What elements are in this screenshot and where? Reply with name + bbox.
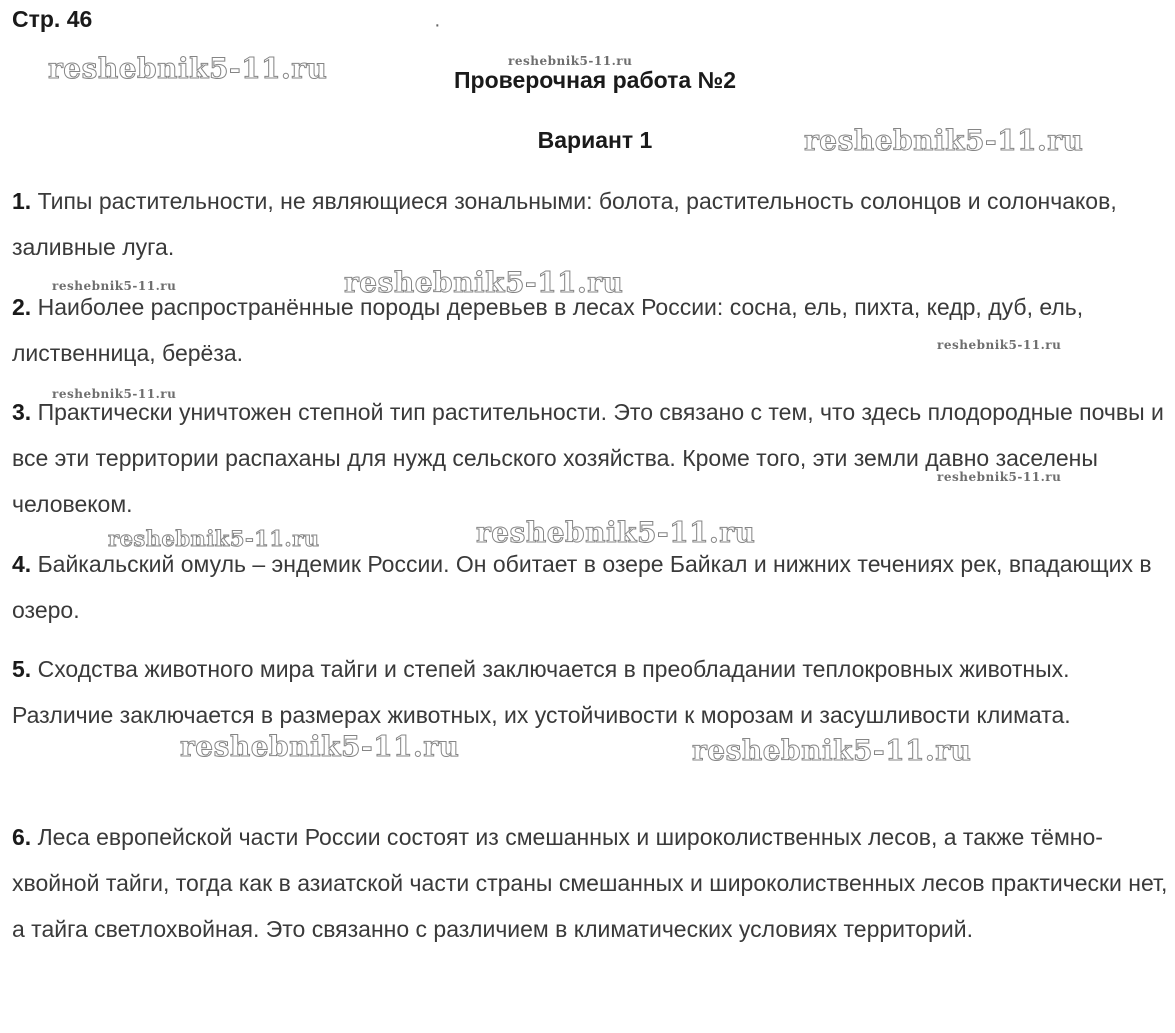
answer-text: Леса европейской части России состоят из смешанных и широколиственных лесов, а также тёмно-хвойной тайги, тогда как в азиатской части страны смешанных и широколиственных лесов практически нет, а тайга светлохвойная. Это связанно с различием в климатических условиях территорий. — [12, 824, 1168, 942]
answer-number: 6. — [12, 824, 32, 850]
watermark: reshebnik5-11.ru — [48, 52, 328, 85]
answer-number: 5. — [12, 656, 32, 682]
answer-3 — [12, 389, 1172, 527]
answer-5 — [12, 646, 1172, 738]
watermark: reshebnik5-11.ru — [508, 54, 633, 68]
stray-dot: · — [434, 14, 441, 36]
answer-number: 2. — [12, 294, 32, 320]
watermark: reshebnik5-11.ru — [476, 516, 756, 549]
page-title: Проверочная работа №2 — [453, 67, 737, 93]
answer-number: 3. — [12, 399, 32, 425]
answer-6 — [12, 814, 1172, 952]
answer-text: Типы растительности, не являющиеся зональными: болота, растительность солонцов и солончаков, заливные луга. — [12, 188, 1117, 260]
watermark: reshebnik5-11.ru — [344, 266, 624, 299]
answer-text: Сходства животного мира тайги и степей заключается в преобладании теплокровных животных. Различие заключается в размерах животных, их устойчивости к морозам и засушливости климата. — [12, 656, 1071, 728]
watermark: reshebnik5-11.ru — [937, 470, 1062, 484]
answer-number: 4. — [12, 551, 32, 577]
watermark: reshebnik5-11.ru — [180, 730, 460, 763]
answer-4 — [12, 541, 1172, 633]
watermark: reshebnik5-11.ru — [52, 387, 177, 401]
watermark: reshebnik5-11.ru — [804, 124, 1084, 157]
watermark: reshebnik5-11.ru — [937, 338, 1062, 352]
watermark: reshebnik5-11.ru — [52, 279, 177, 293]
answer-text: Наиболее распространённые породы деревьев в лесах России: сосна, ель, пихта, кедр, дуб, ель, лиственница, берёза. — [12, 294, 1084, 366]
watermark: reshebnik5-11.ru — [692, 734, 972, 767]
variant-title: Вариант 1 — [537, 127, 653, 153]
answer-1 — [12, 178, 1172, 270]
answer-text: Практически уничтожен степной тип растительности. Это связано с тем, что здесь плодородные почвы и все эти территории распаханы для нужд сельского хозяйства. Кроме того, эти земли давно заселены человеком. — [12, 399, 1164, 517]
answer-text: Байкальский омуль – эндемик России. Он обитает в озере Байкал и нижних течениях рек, впадающих в озеро. — [12, 551, 1152, 623]
watermark: reshebnik5-11.ru — [108, 526, 320, 551]
page-label: Стр. 46 — [12, 6, 93, 32]
answer-number: 1. — [12, 188, 32, 214]
